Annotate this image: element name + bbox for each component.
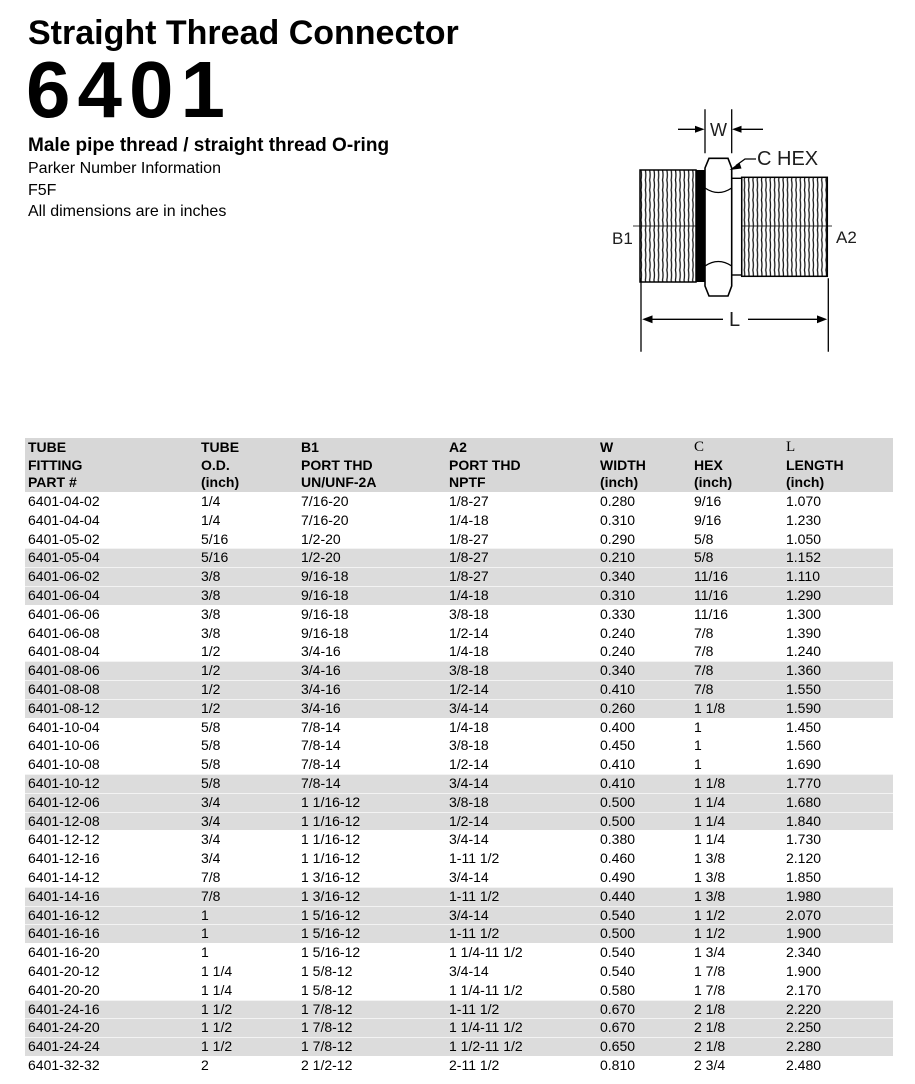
table-row xyxy=(25,642,893,661)
table-cell: 5/8 xyxy=(201,737,221,754)
table-cell: 0.410 xyxy=(600,774,636,791)
table-cell: 1/2 xyxy=(201,662,221,679)
table-cell: 6401-20-20 xyxy=(28,981,100,998)
table-cell: 1.560 xyxy=(786,737,822,754)
column-header: B1 PORT THD UN/UNF-2A xyxy=(301,439,377,491)
table-cell: 1/2 xyxy=(201,680,221,697)
table-cell: 1 3/8 xyxy=(694,868,726,885)
table-cell: 7/8 xyxy=(694,643,714,660)
info-line: Parker Number Information xyxy=(28,160,221,177)
table-cell: 6401-08-08 xyxy=(28,680,100,697)
subtitle: Male pipe thread / straight thread O-ring xyxy=(28,135,390,156)
table-cell: 6401-24-20 xyxy=(28,1019,100,1036)
table-cell: 3/4 xyxy=(201,793,221,810)
table-cell: 1.590 xyxy=(786,699,822,716)
table-cell: 3/4-16 xyxy=(301,699,341,716)
table-cell: 1/2-20 xyxy=(301,549,341,566)
diagram-label-b1: B1 xyxy=(612,229,633,248)
table-cell: 1.900 xyxy=(786,925,822,942)
table-cell: 6401-12-16 xyxy=(28,850,100,867)
table-cell: 3/4-14 xyxy=(449,962,489,979)
table-cell: 3/8 xyxy=(201,568,221,585)
table-cell: 1 1/4-11 1/2 xyxy=(449,944,523,961)
table-row xyxy=(25,530,893,549)
table-cell: 5/8 xyxy=(201,756,221,773)
table-cell: 1/8-27 xyxy=(449,568,489,585)
table-cell: 6401-12-06 xyxy=(28,793,100,810)
table-row xyxy=(25,906,893,925)
table-cell: 1 1/16-12 xyxy=(301,793,361,810)
table-cell: 0.240 xyxy=(600,643,636,660)
table-cell: 0.240 xyxy=(600,624,636,641)
table-cell: 3/4-16 xyxy=(301,662,341,679)
table-cell: 0.580 xyxy=(600,981,636,998)
table-cell: 5/16 xyxy=(201,549,229,566)
table-cell: 0.540 xyxy=(600,906,636,923)
table-cell: 6401-20-12 xyxy=(28,962,100,979)
column-header: TUBE O.D. (inch) xyxy=(201,439,240,491)
diagram-label-a2: A2 xyxy=(836,228,857,247)
table-cell: 3/4-14 xyxy=(449,831,489,848)
table-cell: 2 1/8 xyxy=(694,1019,726,1036)
table-cell: 1-11 1/2 xyxy=(449,1000,500,1017)
table-cell: 1/2-14 xyxy=(449,624,489,641)
table-cell: 0.260 xyxy=(600,699,636,716)
table-cell: 1.050 xyxy=(786,530,822,547)
table-cell: 1 7/8-12 xyxy=(301,1019,353,1036)
technical-diagram xyxy=(600,90,890,362)
table-cell: 1 xyxy=(694,756,702,773)
table-row xyxy=(25,624,893,643)
table-cell: 1/2 xyxy=(201,699,221,716)
table-cell: 9/16-18 xyxy=(301,624,349,641)
table-cell: 0.670 xyxy=(600,1000,636,1017)
table-cell: 1.240 xyxy=(786,643,822,660)
table-cell: 1 1/2 xyxy=(694,906,726,923)
table-cell: 9/16 xyxy=(694,493,722,509)
table-cell: 3/8 xyxy=(201,586,221,603)
table-header xyxy=(25,438,893,492)
table-row xyxy=(25,1018,893,1037)
table-cell: 6401-12-12 xyxy=(28,831,100,848)
table-cell: 0.490 xyxy=(600,868,636,885)
table-cell: 1.980 xyxy=(786,887,822,904)
table-cell: 1 5/16-12 xyxy=(301,906,361,923)
table-cell: 2.120 xyxy=(786,850,822,867)
table-cell: 1 5/8-12 xyxy=(301,981,353,998)
table-cell: 1/2-14 xyxy=(449,812,489,829)
w-arrowhead xyxy=(732,126,742,133)
table-cell: 0.440 xyxy=(600,887,636,904)
table-cell: 3/8-18 xyxy=(449,737,489,754)
table-row xyxy=(25,793,893,812)
table-row xyxy=(25,962,893,981)
table-cell: 2 1/8 xyxy=(694,1038,726,1055)
table-cell: 2.480 xyxy=(786,1056,822,1073)
table-cell: 7/8 xyxy=(694,662,714,679)
table-cell: 6401-04-04 xyxy=(28,511,100,528)
table-cell: 1 xyxy=(201,925,209,942)
table-cell: 0.500 xyxy=(600,925,636,942)
table-cell: 1 7/8-12 xyxy=(301,1038,353,1055)
table-row xyxy=(25,492,893,511)
table-cell: 1 1/16-12 xyxy=(301,850,361,867)
table-cell: 2.170 xyxy=(786,981,822,998)
hex-body xyxy=(705,158,732,296)
table-cell: 1.070 xyxy=(786,493,822,509)
table-cell: 1 1/2 xyxy=(201,1000,233,1017)
table-cell: 5/8 xyxy=(694,549,714,566)
table-cell: 1.730 xyxy=(786,831,822,848)
table-cell: 0.210 xyxy=(600,549,636,566)
table-cell: 1/4-18 xyxy=(449,511,489,528)
table-cell: 9/16 xyxy=(694,511,722,528)
table-cell: 1/4-18 xyxy=(449,643,489,660)
table-cell: 0.380 xyxy=(600,831,636,848)
table-row xyxy=(25,736,893,755)
table-cell: 1/2-14 xyxy=(449,680,489,697)
table-cell: 1 1/2 xyxy=(201,1019,233,1036)
table-cell: 2.340 xyxy=(786,944,822,961)
table-cell: 1/4 xyxy=(201,511,221,528)
table-cell: 3/8-18 xyxy=(449,662,489,679)
table-cell: 2.280 xyxy=(786,1038,822,1055)
table-cell: 3/4 xyxy=(201,812,221,829)
table-cell: 0.650 xyxy=(600,1038,636,1055)
table-cell: 1-11 1/2 xyxy=(449,925,500,942)
info-line: All dimensions are in inches xyxy=(28,203,227,220)
table-row xyxy=(25,548,893,567)
table-cell: 1 1/16-12 xyxy=(301,812,361,829)
table-cell: 0.310 xyxy=(600,511,636,528)
table-cell: 6401-24-16 xyxy=(28,1000,100,1017)
table-row xyxy=(25,511,893,530)
table-cell: 0.460 xyxy=(600,850,636,867)
table-cell: 3/4-14 xyxy=(449,906,489,923)
table-cell: 1 xyxy=(694,718,702,735)
table-cell: 1/8-27 xyxy=(449,493,489,509)
table-cell: 0.500 xyxy=(600,812,636,829)
table-cell: 1 5/16-12 xyxy=(301,925,361,942)
table-cell: 6401-16-20 xyxy=(28,944,100,961)
table-cell: 1 3/16-12 xyxy=(301,868,361,885)
table-row xyxy=(25,943,893,962)
table-row xyxy=(25,924,893,943)
table-cell: 1 1/4 xyxy=(694,831,726,848)
table-cell: 1.690 xyxy=(786,756,822,773)
table-row xyxy=(25,774,893,793)
table-cell: 6401-14-12 xyxy=(28,868,100,885)
table-cell: 1/8-27 xyxy=(449,549,489,566)
table-cell: 7/8-14 xyxy=(301,774,341,791)
table-cell: 3/4 xyxy=(201,850,221,867)
table-cell: 7/16-20 xyxy=(301,511,349,528)
column-header: L LENGTH (inch) xyxy=(786,439,844,491)
table-cell: 6401-10-04 xyxy=(28,718,100,735)
table-cell: 1 3/16-12 xyxy=(301,887,361,904)
table-cell: 7/8 xyxy=(201,868,221,885)
table-cell: 1.360 xyxy=(786,662,822,679)
table-cell: 1 7/8 xyxy=(694,962,726,979)
table-cell: 3/8-18 xyxy=(449,605,489,622)
neck xyxy=(732,178,742,275)
table-cell: 1/8-27 xyxy=(449,530,489,547)
table-cell: 11/16 xyxy=(694,605,728,622)
table-cell: 1/4-18 xyxy=(449,586,489,603)
table-cell: 0.310 xyxy=(600,586,636,603)
table-cell: 1 xyxy=(201,906,209,923)
table-cell: 1.152 xyxy=(786,549,822,566)
table-cell: 0.330 xyxy=(600,605,636,622)
table-cell: 1.850 xyxy=(786,868,822,885)
table-cell: 1 3/4 xyxy=(694,944,726,961)
table-cell: 0.670 xyxy=(600,1019,636,1036)
table-cell: 1.230 xyxy=(786,511,822,528)
table-cell: 2-11 1/2 xyxy=(449,1056,500,1073)
table-row xyxy=(25,849,893,868)
table-row xyxy=(25,887,893,906)
table-row xyxy=(25,680,893,699)
column-header: TUBE FITTING PART # xyxy=(28,439,83,491)
table-cell: 6401-06-04 xyxy=(28,586,100,603)
table-cell: 1/4-18 xyxy=(449,718,489,735)
table-cell: 6401-16-12 xyxy=(28,906,100,923)
column-header: W WIDTH (inch) xyxy=(600,439,646,491)
table-cell: 1 1/4 xyxy=(201,962,233,979)
table-row xyxy=(25,605,893,624)
l-arrowhead xyxy=(817,315,827,323)
table-cell: 0.810 xyxy=(600,1056,636,1073)
table-cell: 6401-08-04 xyxy=(28,643,100,660)
table-cell: 6401-05-04 xyxy=(28,549,100,566)
table-cell: 0.540 xyxy=(600,962,636,979)
table-cell: 1.550 xyxy=(786,680,822,697)
table-cell: 6401-12-08 xyxy=(28,812,100,829)
table-cell: 1 1/4-11 1/2 xyxy=(449,981,523,998)
diagram-label-w: W xyxy=(710,120,727,140)
table-row xyxy=(25,981,893,1000)
page-title: Straight Thread Connector xyxy=(28,14,459,52)
table-cell: 3/4-14 xyxy=(449,699,489,716)
table-cell: 1 xyxy=(201,944,209,961)
table-cell: 5/16 xyxy=(201,530,229,547)
table-cell: 1 1/8 xyxy=(694,699,726,716)
table-row xyxy=(25,1000,893,1019)
table-cell: 7/8 xyxy=(694,624,714,641)
table-cell: 6401-06-08 xyxy=(28,624,100,641)
table-cell: 1/4 xyxy=(201,493,221,509)
table-cell: 1.680 xyxy=(786,793,822,810)
table-cell: 5/8 xyxy=(201,718,221,735)
w-arrowhead xyxy=(695,126,705,133)
table-cell: 11/16 xyxy=(694,586,728,603)
table-cell: 1 5/8-12 xyxy=(301,962,353,979)
table-cell: 2 xyxy=(201,1056,209,1073)
left-thread xyxy=(640,170,696,282)
table-cell: 0.540 xyxy=(600,944,636,961)
table-cell: 1 3/8 xyxy=(694,850,726,867)
table-row xyxy=(25,1056,893,1075)
table-cell: 0.290 xyxy=(600,530,636,547)
info-line: F5F xyxy=(28,181,57,199)
spec-table-body xyxy=(25,492,893,1075)
table-cell: 6401-32-32 xyxy=(28,1056,100,1073)
table-cell: 1.300 xyxy=(786,605,822,622)
table-cell: 0.410 xyxy=(600,680,636,697)
part-number: 6401 xyxy=(26,45,232,134)
table-cell: 11/16 xyxy=(694,568,728,585)
table-cell: 1 1/4 xyxy=(694,812,726,829)
table-cell: 1 7/8 xyxy=(694,981,726,998)
o-ring xyxy=(696,170,705,282)
table-cell: 2.070 xyxy=(786,906,822,923)
table-cell: 6401-14-16 xyxy=(28,887,100,904)
table-cell: 1 1/2 xyxy=(694,925,726,942)
table-cell: 0.450 xyxy=(600,737,636,754)
column-header: A2 PORT THD NPTF xyxy=(449,439,521,491)
table-cell: 2.220 xyxy=(786,1000,822,1017)
table-cell: 3/4-14 xyxy=(449,868,489,885)
table-cell: 3/8-18 xyxy=(449,793,489,810)
table-cell: 1 3/8 xyxy=(694,887,726,904)
table-cell: 1 7/8-12 xyxy=(301,1000,353,1017)
diagram-label-l: L xyxy=(729,309,741,331)
table-cell: 5/8 xyxy=(694,530,714,547)
table-cell: 1.450 xyxy=(786,718,822,735)
table-cell: 1 1/16-12 xyxy=(301,831,361,848)
table-cell: 1 1/4 xyxy=(694,793,726,810)
table-cell: 1 xyxy=(694,737,702,754)
table-cell: 7/8-14 xyxy=(301,737,341,754)
table-cell: 3/8 xyxy=(201,605,221,622)
table-cell: 2 3/4 xyxy=(694,1056,726,1073)
table-row xyxy=(25,830,893,849)
table-cell: 7/8-14 xyxy=(301,718,341,735)
table-cell: 9/16-18 xyxy=(301,605,349,622)
table-cell: 6401-24-24 xyxy=(28,1038,100,1055)
table-cell: 6401-10-08 xyxy=(28,756,100,773)
table-cell: 2 1/2-12 xyxy=(301,1056,353,1073)
table-cell: 6401-08-12 xyxy=(28,699,100,716)
table-cell: 6401-05-02 xyxy=(28,530,100,547)
table-cell: 6401-06-06 xyxy=(28,605,100,622)
table-cell: 6401-08-06 xyxy=(28,662,100,679)
table-cell: 5/8 xyxy=(201,774,221,791)
table-cell: 7/8 xyxy=(694,680,714,697)
table-cell: 3/4-16 xyxy=(301,643,341,660)
table-cell: 3/4 xyxy=(201,831,221,848)
table-row xyxy=(25,567,893,586)
table-cell: 1.840 xyxy=(786,812,822,829)
table-cell: 1 1/8 xyxy=(694,774,726,791)
table-cell: 0.410 xyxy=(600,756,636,773)
table-row xyxy=(25,718,893,737)
table-cell: 9/16-18 xyxy=(301,586,349,603)
table-cell: 0.340 xyxy=(600,568,636,585)
info-block xyxy=(28,158,226,223)
table-cell: 0.500 xyxy=(600,793,636,810)
table-row xyxy=(25,812,893,831)
table-cell: 7/8 xyxy=(201,887,221,904)
table-row xyxy=(25,586,893,605)
table-cell: 1.770 xyxy=(786,774,822,791)
table-cell: 0.400 xyxy=(600,718,636,735)
table-cell: 1/2-14 xyxy=(449,756,489,773)
table-cell: 1 1/4-11 1/2 xyxy=(449,1019,523,1036)
table-cell: 3/8 xyxy=(201,624,221,641)
table-cell: 6401-04-02 xyxy=(28,493,100,509)
table-row xyxy=(25,699,893,718)
table-cell: 1.390 xyxy=(786,624,822,641)
table-cell: 6401-06-02 xyxy=(28,568,100,585)
table-cell: 1 5/16-12 xyxy=(301,944,361,961)
column-header: C HEX (inch) xyxy=(694,439,733,491)
table-row xyxy=(25,755,893,774)
table-cell: 1/2 xyxy=(201,643,221,660)
table-cell: 6401-16-16 xyxy=(28,925,100,942)
table-cell: 3/4-16 xyxy=(301,680,341,697)
l-arrowhead xyxy=(642,315,652,323)
table-cell: 7/16-20 xyxy=(301,493,349,509)
table-cell: 1-11 1/2 xyxy=(449,887,500,904)
table-cell: 0.280 xyxy=(600,493,636,509)
table-cell: 1 1/4 xyxy=(201,981,233,998)
table-cell: 7/8-14 xyxy=(301,756,341,773)
table-cell: 3/4-14 xyxy=(449,774,489,791)
table-cell: 2.250 xyxy=(786,1019,822,1036)
table-cell: 1.900 xyxy=(786,962,822,979)
table-cell: 2 1/8 xyxy=(694,1000,726,1017)
right-thread xyxy=(742,177,828,276)
table-cell: 1-11 1/2 xyxy=(449,850,500,867)
table-row xyxy=(25,868,893,887)
table-cell: 1/2-20 xyxy=(301,530,341,547)
table-cell: 1.110 xyxy=(786,568,820,585)
table-cell: 6401-10-06 xyxy=(28,737,100,754)
table-row xyxy=(25,1037,893,1056)
table-row xyxy=(25,661,893,680)
table-cell: 1.290 xyxy=(786,586,822,603)
table-cell: 1 1/2-11 1/2 xyxy=(449,1038,523,1055)
diagram-label-c-hex: C HEX xyxy=(757,148,819,170)
table-cell: 1 1/2 xyxy=(201,1038,233,1055)
table-cell: 9/16-18 xyxy=(301,568,349,585)
table-cell: 6401-10-12 xyxy=(28,774,100,791)
table-cell: 0.340 xyxy=(600,662,636,679)
